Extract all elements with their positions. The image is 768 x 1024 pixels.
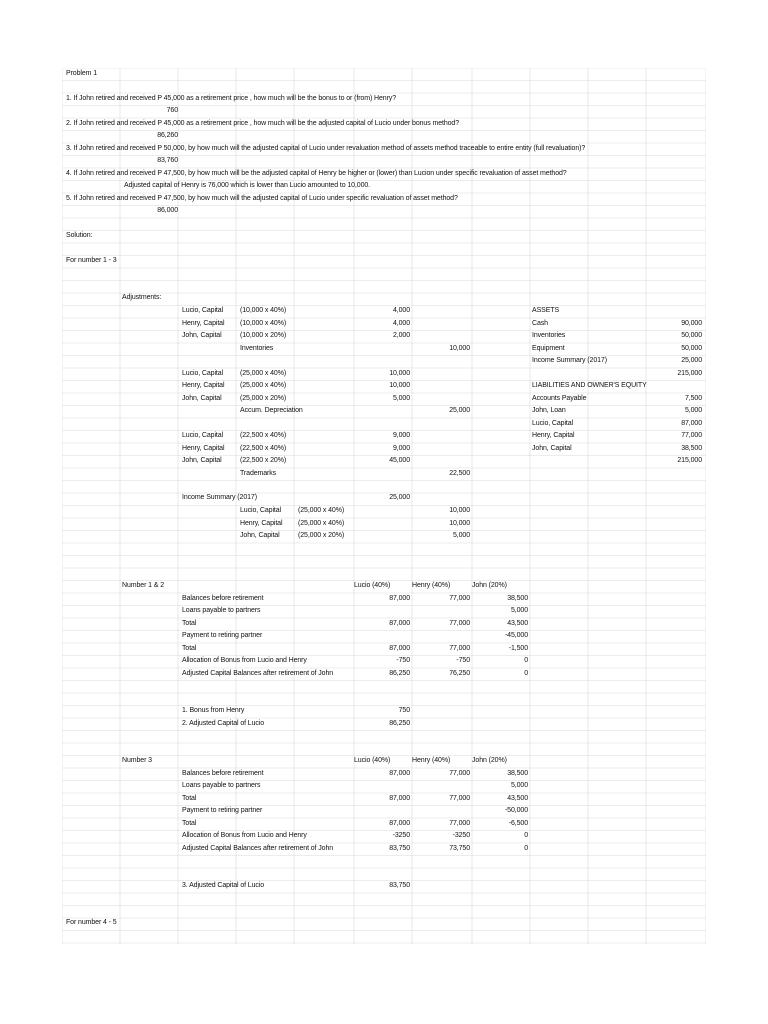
summary-value: 750 — [398, 707, 410, 714]
journal-credit — [412, 430, 470, 442]
liability-label: Lucio, Capital — [532, 419, 574, 427]
journal-debit — [354, 343, 410, 355]
john-value: 0 — [524, 657, 528, 664]
journal-credit: 25,000 — [449, 407, 470, 414]
journal-account: John, Capital — [182, 394, 222, 402]
john-value: 5,000 — [510, 782, 528, 789]
row-label: Loans payable to partners — [182, 782, 261, 789]
row-label: Payment to retiring partner — [182, 807, 263, 814]
liabilities-title: LIABILITIES AND OWNER'S EQUITY — [532, 382, 647, 389]
journal-account: John, Capital — [182, 457, 222, 464]
henry-value: 77,000 — [449, 819, 470, 827]
assets-title: ASSETS — [532, 307, 560, 314]
row-label: Allocation of Bonus from Lucio and Henry — [182, 832, 307, 839]
asset-value: 25,000 — [681, 357, 702, 364]
row-label: Adjusted Capital Balances after retirement of John — [182, 844, 334, 852]
journal-account: John, Capital — [182, 332, 222, 339]
john-value: -6,500 — [508, 819, 528, 827]
journal-debit: 9,000 — [392, 444, 410, 452]
column-header: Henry (40%) — [412, 582, 451, 589]
asset-value: 90,000 — [681, 319, 702, 327]
john-value: 5,000 — [510, 607, 528, 614]
henry-value: -3250 — [452, 832, 470, 839]
journal-detail: (25,000 x 20%) — [298, 532, 345, 539]
henry-value — [412, 805, 470, 817]
liability-value: 87,000 — [681, 419, 702, 427]
question-2: 2. If John retired and received P 45,000 as a retirement price , how much will be the adjusted capital of Lucio under bonus method? — [66, 120, 460, 127]
henry-value — [412, 780, 470, 792]
row-label: Total — [182, 619, 197, 627]
henry-value: -750 — [456, 657, 470, 664]
journal-debit: 10,000 — [389, 369, 410, 377]
journal-detail: (22,500 x 20%) — [240, 457, 287, 464]
row-label: Total — [182, 819, 197, 827]
solution-label: Solution: — [66, 232, 93, 239]
journal-credit: 10,000 — [449, 344, 470, 352]
row-label: Loans payable to partners — [182, 607, 261, 614]
journal-credit: 10,000 — [449, 519, 470, 527]
lucio-value: 87,000 — [389, 769, 410, 777]
summary-value: 86,250 — [389, 719, 410, 727]
lucio-value: 83,750 — [389, 844, 410, 852]
lucio-value: 87,000 — [389, 619, 410, 627]
journal-detail: Inventories — [240, 344, 274, 352]
asset-value: 50,000 — [681, 344, 702, 352]
henry-value: 77,000 — [449, 644, 470, 652]
journal-credit — [412, 330, 470, 342]
journal-detail: (22,500 x 40%) — [240, 444, 287, 452]
journal-detail: (10,000 x 40%) — [240, 319, 287, 327]
john-value: 38,500 — [507, 769, 528, 777]
journal-account: John, Capital — [240, 532, 280, 539]
summary-label: 1. Bonus from Henry — [182, 707, 245, 714]
income-summary-debit: 25,000 — [389, 494, 410, 501]
question-4: 4. If John retired and received P 47,500, by how much will be the adjusted capital of Henry be higher or (lower) than Lucion under specific revaluation of asset method? — [66, 170, 567, 177]
answer-3: 83,760 — [157, 157, 178, 164]
section-number-1-3: For number 1 - 3 — [66, 257, 117, 264]
journal-account: Henry, Capital — [182, 444, 225, 452]
asset-value: 215,000 — [677, 369, 702, 377]
journal-credit — [412, 305, 470, 317]
liability-label: John, Capital — [532, 444, 572, 452]
journal-detail: (22,500 x 40%) — [240, 432, 287, 439]
journal-credit: 10,000 — [449, 507, 470, 514]
journal-debit: 2,000 — [392, 332, 410, 339]
lucio-value: 87,000 — [389, 644, 410, 652]
liability-value: 77,000 — [681, 432, 702, 439]
summary-label: 2. Adjusted Capital of Lucio — [182, 719, 265, 727]
journal-detail: (10,000 x 40%) — [240, 307, 287, 314]
journal-credit — [412, 455, 470, 467]
lucio-value — [354, 805, 410, 817]
asset-label: Cash — [532, 319, 548, 327]
journal-account: Lucio, Capital — [240, 507, 282, 514]
journal-debit: 5,000 — [392, 394, 410, 402]
summary-value: 83,750 — [389, 882, 410, 889]
column-header: Lucio (40%) — [354, 757, 391, 764]
journal-detail: (10,000 x 20%) — [240, 332, 287, 339]
journal-detail: (25,000 x 40%) — [240, 382, 287, 389]
question-5: 5. If John retired and received P 47,500, by how much will the adjusted capital of Lucio under specific revaluation of asset method? — [66, 195, 458, 202]
liability-label: John, Loan — [532, 407, 566, 414]
journal-credit — [412, 368, 470, 380]
problem-title: Problem 1 — [66, 70, 98, 77]
henry-value: 77,000 — [449, 619, 470, 627]
john-value: 0 — [524, 844, 528, 852]
question-3: 3. If John retired and received P 50,000, by how much will the adjusted capital of Lucio under revaluation method of assets method traceable to entire entity (full revaluation)? — [66, 145, 586, 152]
asset-label: Income Summary (2017) — [532, 357, 607, 364]
john-value: 43,500 — [507, 619, 528, 627]
question-1: 1. If John retired and received P 45,000 as a retirement price , how much will be the bonus to or (from) Henry? — [66, 95, 396, 102]
journal-debit: 10,000 — [389, 382, 410, 389]
john-value: 0 — [524, 669, 528, 677]
lucio-value: -750 — [396, 657, 410, 664]
journal-debit — [354, 468, 410, 480]
answer-2: 86,260 — [157, 132, 178, 139]
john-value: 38,500 — [507, 594, 528, 602]
journal-detail: (25,000 x 40%) — [240, 369, 287, 377]
column-header: Henry (40%) — [412, 757, 451, 764]
journal-credit: 5,000 — [452, 532, 470, 539]
henry-value: 73,750 — [449, 844, 470, 852]
lucio-value: 87,000 — [389, 794, 410, 802]
liability-value: 38,500 — [681, 444, 702, 452]
liability-value: 7,500 — [684, 394, 702, 402]
lucio-value: 87,000 — [389, 819, 410, 827]
john-value: -1,500 — [508, 644, 528, 652]
row-label: Allocation of Bonus from Lucio and Henry — [182, 657, 307, 664]
lucio-value — [354, 780, 410, 792]
answer-5: 86,000 — [157, 207, 178, 214]
column-header: John (20%) — [472, 582, 507, 589]
henry-value: 77,000 — [449, 794, 470, 802]
number-1-2-label: Number 1 & 2 — [122, 582, 164, 589]
journal-debit: 4,000 — [392, 319, 410, 327]
john-value: -45,000 — [504, 632, 528, 639]
journal-account: Henry, Capital — [182, 382, 225, 389]
section-number-4-5: For number 4 - 5 — [66, 919, 117, 926]
adjustments-label: Adjustments: — [122, 294, 162, 301]
answer-1: 760 — [166, 107, 178, 114]
journal-detail: (25,000 x 40%) — [298, 507, 345, 514]
journal-credit: 22,500 — [449, 469, 470, 477]
henry-value: 77,000 — [449, 769, 470, 777]
journal-debit: 9,000 — [392, 432, 410, 439]
journal-detail: (25,000 x 20%) — [240, 394, 287, 402]
journal-detail: Accum. Depreciation — [240, 407, 303, 414]
number-3-label: Number 3 — [122, 757, 152, 764]
row-label: Payment to retiring partner — [182, 632, 263, 639]
lucio-value: -3250 — [392, 832, 410, 839]
journal-account: Lucio, Capital — [182, 307, 224, 314]
journal-detail: (25,000 x 40%) — [298, 519, 345, 527]
john-value: -50,000 — [504, 807, 528, 814]
row-label: Balances before retirement — [182, 594, 264, 602]
lucio-value — [354, 605, 410, 617]
journal-detail: Trademarks — [240, 469, 277, 477]
summary-label: 3. Adjusted Capital of Lucio — [182, 882, 265, 889]
lucio-value: 87,000 — [389, 594, 410, 602]
answer-4: Adjusted capital of Henry is 76,000 which is lower than Lucio amounted to 10,000. — [124, 182, 370, 189]
john-value: 43,500 — [507, 794, 528, 802]
journal-credit — [412, 380, 470, 392]
journal-debit: 4,000 — [392, 307, 410, 314]
henry-value — [412, 630, 470, 642]
asset-value: 50,000 — [681, 332, 702, 339]
henry-value: 77,000 — [449, 594, 470, 602]
lucio-value: 86,250 — [389, 669, 410, 677]
journal-credit — [412, 318, 470, 330]
journal-account: Lucio, Capital — [182, 369, 224, 377]
john-value: 0 — [524, 832, 528, 839]
liability-value: 5,000 — [684, 407, 702, 414]
lucio-value — [354, 630, 410, 642]
row-label: Adjusted Capital Balances after retirement of John — [182, 669, 334, 677]
journal-debit: 45,000 — [389, 457, 410, 464]
journal-account: Lucio, Capital — [182, 432, 224, 439]
row-label: Balances before retirement — [182, 769, 264, 777]
column-header: Lucio (40%) — [354, 582, 391, 589]
liability-label: Accounts Payable — [532, 394, 587, 402]
journal-credit — [412, 393, 470, 405]
journal-debit — [354, 405, 410, 417]
row-label: Total — [182, 794, 197, 802]
income-summary-label: Income Summary (2017) — [182, 494, 257, 501]
journal-account: Henry, Capital — [240, 519, 283, 527]
asset-label: Inventories — [532, 332, 566, 339]
journal-credit — [412, 443, 470, 455]
asset-label: Equipment — [532, 344, 565, 352]
journal-account: Henry, Capital — [182, 319, 225, 327]
column-header: John (20%) — [472, 757, 507, 764]
henry-value — [412, 605, 470, 617]
liability-label: Henry, Capital — [532, 432, 575, 439]
liability-value: 215,000 — [677, 457, 702, 464]
henry-value: 76,250 — [449, 669, 470, 677]
row-label: Total — [182, 644, 197, 652]
spreadsheet — [62, 68, 706, 944]
